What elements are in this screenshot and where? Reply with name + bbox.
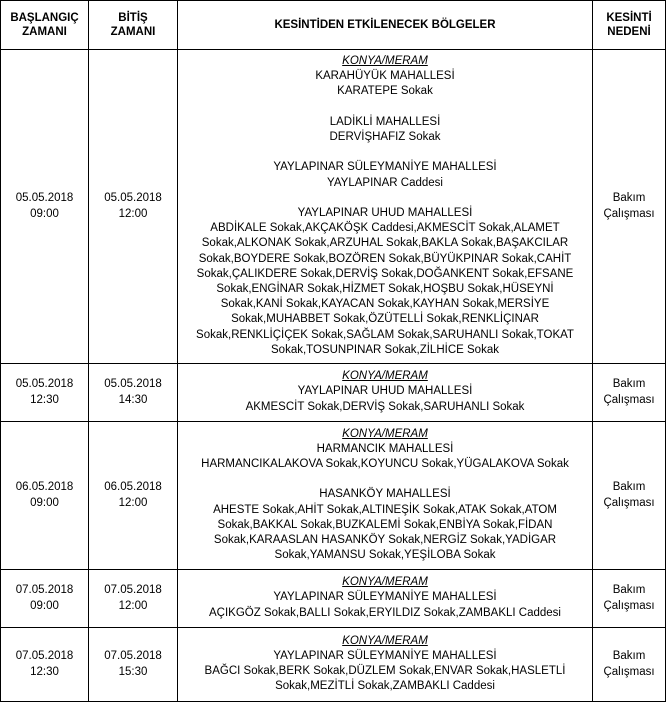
street-list-line: Sokak,BAKKAL Sokak,BUZKALEMİ Sokak,ENBİYA Sokak,FİDAN [217, 518, 553, 531]
end-cell-time: 12:00 [118, 207, 148, 220]
street-list-line: KARATEPE Sokak [337, 85, 433, 98]
header-reason-line1: KESİNTİ [606, 12, 652, 24]
end-cell [89, 422, 178, 570]
blank-line [179, 191, 591, 206]
blank-line [179, 472, 591, 487]
header-end-line1: BİTİŞ [118, 12, 148, 24]
end-cell-time: 12:00 [118, 599, 148, 612]
street-list-line: Sokak,MUHABBET Sokak,ÖZÜTELLİ Sokak,RENKLİÇINAR [231, 313, 539, 326]
neighborhood-name: HARMANCIK MAHALLESİ [316, 442, 454, 455]
start-cell [1, 422, 89, 570]
street-list-line: HARMANCIKALAKOVA Sokak,KOYUNCU Sokak,YÜGALAKOVA Sokak [201, 458, 569, 470]
start-cell [1, 364, 89, 422]
reason-line: Çalışması [603, 207, 655, 220]
regions-cell [178, 364, 593, 422]
district-name: KONYA/MERAM [342, 576, 428, 589]
street-list-line: Sokak,RENKLİÇİÇEK Sokak,SAĞLAM Sokak,SARUHANLI Sokak,TOKAT [196, 328, 574, 341]
reason-cell [593, 422, 666, 570]
reason-line: Bakım [612, 192, 646, 205]
start-cell-date: 06.05.2018 [15, 481, 74, 494]
table-row [1, 570, 666, 628]
neighborhood-name: KARAHÜYÜK MAHALLESİ [315, 70, 455, 83]
street-list-line: DERVİŞHAFIZ Sokak [329, 130, 441, 143]
street-list-line: Sokak,ALKONAK Sokak,ARZUHAL Sokak,BAKLA Sokak,BAŞAKCILAR [201, 237, 569, 250]
start-cell-time: 12:30 [30, 393, 59, 406]
start-cell-date: 07.05.2018 [15, 650, 74, 663]
end-cell [89, 50, 178, 364]
start-cell [1, 628, 89, 702]
district-name: KONYA/MERAM [342, 54, 428, 67]
start-cell-date: 07.05.2018 [15, 584, 74, 597]
regions-cell [178, 422, 593, 570]
start-cell-time: 09:00 [30, 207, 59, 220]
reason-line: Bakım [612, 584, 646, 597]
start-cell-date: 05.05.2018 [15, 378, 74, 391]
reason-line: Çalışması [603, 496, 655, 509]
start-cell-time: 12:30 [30, 665, 59, 678]
end-cell-date: 05.05.2018 [104, 192, 162, 205]
header-start-time [1, 1, 89, 50]
street-list-line: AÇIKGÖZ Sokak,BALLI Sokak,ERYILDIZ Sokak,ZAMBAKLI Caddesi [209, 606, 561, 619]
reason-cell [593, 628, 666, 702]
neighborhood-name: LADİKLİ MAHALLESİ [329, 115, 441, 128]
reason-line: Çalışması [603, 599, 655, 612]
end-cell-date: 05.05.2018 [104, 378, 162, 391]
header-reason [593, 1, 666, 50]
table-row [1, 628, 666, 702]
start-cell-date: 05.05.2018 [15, 192, 74, 205]
neighborhood-name: YAYLAPINAR SÜLEYMANİYE MAHALLESİ [273, 649, 497, 662]
start-cell-time: 09:00 [30, 496, 59, 509]
header-regions: KESİNTİDEN ETKİLENECEK BÖLGELER [178, 1, 593, 50]
reason-cell [593, 570, 666, 628]
start-cell [1, 50, 89, 364]
blank-line [179, 100, 591, 115]
street-list-line: YAYLAPINAR Caddesi [327, 176, 443, 189]
regions-cell [178, 50, 593, 364]
district-name: KONYA/MERAM [342, 427, 428, 440]
end-cell-time: 12:00 [118, 496, 148, 509]
reason-line: Bakım [612, 650, 646, 663]
table-row [1, 50, 666, 364]
table-row [1, 422, 666, 570]
blank-line [179, 145, 591, 160]
district-name: KONYA/MERAM [342, 634, 428, 647]
neighborhood-name: HASANKÖY MAHALLESİ [319, 488, 451, 501]
reason-line: Çalışması [603, 393, 655, 406]
street-list-line: Sokak,BOYDERE Sokak,BOZÖREN Sokak,BÜYÜKPINAR Sokak,CAHİT [198, 252, 572, 265]
header-end-time [89, 1, 178, 50]
reason-cell [593, 50, 666, 364]
end-cell [89, 364, 178, 422]
street-list-line: Sokak,ÇALIKDERE Sokak,DERVİŞ Sokak,DOĞANKENT Sokak,EFSANE [196, 267, 574, 280]
end-cell-date: 07.05.2018 [104, 584, 162, 597]
neighborhood-name: YAYLAPINAR SÜLEYMANİYE MAHALLESİ [273, 591, 497, 604]
reason-line: Çalışması [603, 665, 655, 678]
end-cell-date: 07.05.2018 [104, 650, 162, 663]
start-cell [1, 570, 89, 628]
street-list-line: Sokak,YAMANSU Sokak,YEŞİLOBA Sokak [274, 549, 496, 562]
neighborhood-name: YAYLAPINAR SÜLEYMANİYE MAHALLESİ [273, 161, 497, 174]
end-cell-time: 14:30 [118, 393, 148, 406]
street-list-line: Sokak,MEZİTLİ Sokak,ZAMBAKLI Caddesi [275, 680, 495, 693]
neighborhood-name: YAYLAPINAR UHUD MAHALLESİ [297, 206, 473, 219]
district-name: KONYA/MERAM [342, 370, 428, 383]
header-reason-line2: NEDENİ [607, 26, 651, 38]
end-cell [89, 628, 178, 702]
end-cell-date: 06.05.2018 [104, 481, 162, 494]
header-row [1, 1, 666, 50]
table-row [1, 364, 666, 422]
regions-cell [178, 628, 593, 702]
reason-cell [593, 364, 666, 422]
street-list-line: Sokak,TOSUNPINAR Sokak,ZİLHİCE Sokak [271, 343, 499, 356]
header-start-line2: ZAMANI [22, 26, 67, 38]
header-end-line2: ZAMANI [110, 26, 156, 38]
reason-line: Bakım [612, 378, 646, 391]
header-start-line1: BAŞLANGIÇ [10, 12, 79, 24]
street-list-line: ABDİKALE Sokak,AKÇAKÖŞK Caddesi,AKMESCİT Sokak,ALAMET [210, 222, 560, 235]
start-cell-time: 09:00 [30, 599, 59, 612]
street-list-line: AHESTE Sokak,AHİT Sokak,ALTINEŞİK Sokak,ATAK Sokak,ATOM [213, 503, 557, 516]
end-cell-time: 15:30 [118, 665, 148, 678]
end-cell [89, 570, 178, 628]
reason-line: Bakım [612, 481, 646, 494]
street-list-line: BAĞCI Sokak,BERK Sokak,DÜZLEM Sokak,ENVAR Sokak,HASLETLİ [204, 665, 566, 677]
neighborhood-name: YAYLAPINAR UHUD MAHALLESİ [297, 385, 473, 398]
street-list-line: Sokak,ENGİNAR Sokak,HİZMET Sokak,HOŞBU Sokak,HÜSEYNİ [216, 282, 554, 295]
regions-cell [178, 570, 593, 628]
street-list-line: Sokak,KARAASLAN HASANKÖY Sokak,NERGİZ Sokak,YADİGAR [213, 534, 557, 546]
street-list-line: Sokak,KANİ Sokak,KAYACAN Sokak,KAYHAN Sokak,MERSİYE [220, 298, 550, 311]
street-list-line: AKMESCİT Sokak,DERVİŞ Sokak,SARUHANLI Sokak [245, 400, 525, 413]
